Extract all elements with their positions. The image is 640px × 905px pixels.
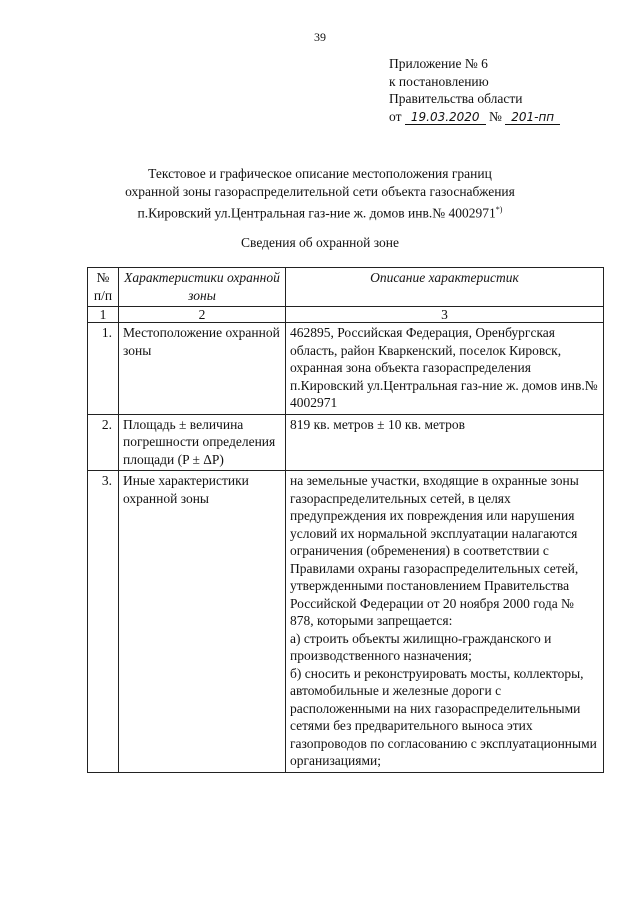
restriction-intro: на земельные участки, входящие в охранные зоны газораспределительных сетей, в целях предупреждения их повреждения или нарушения условий их нормальной эксплуатации налагаются ограничения (обременения) в соответствии с Правилами охраны газораспределительных сетей, утвержденными постановлением Правительства Российской Федерации от 20 ноября 2000 года № 878, которыми запрещается:: [290, 473, 579, 628]
appendix-date-line: [389, 108, 560, 127]
row-number: 3.: [88, 471, 119, 773]
row-number: 2.: [88, 414, 119, 471]
handwritten-number: 201-пп: [505, 110, 560, 125]
header-characteristics: Характеристики охранной зоны: [119, 268, 286, 307]
col-number-1: 1: [88, 307, 119, 323]
table-row: [88, 323, 604, 415]
row-characteristic: Местоположение охранной зоны: [119, 323, 286, 415]
col-number-2: 2: [119, 307, 286, 323]
table-header-row: [88, 268, 604, 307]
table-row: [88, 471, 604, 773]
title-line-1: Текстовое и графическое описание местоположения границ: [148, 166, 492, 181]
appendix-line-1: Приложение № 6: [389, 56, 488, 71]
row-description: 819 кв. метров ± 10 кв. метров: [286, 414, 604, 471]
handwritten-date: 19.03.2020: [405, 110, 486, 125]
appendix-line-3: Правительства области: [389, 91, 523, 106]
restriction-item-b: б) сносить и реконструировать мосты, коллекторы, автомобильные и железные дороги с расположенными на них газораспределительными сетями без предварительного выноса этих газопроводов по согласованию с эксплуатационными организациями;: [290, 665, 597, 768]
section-subtitle: Сведения об охранной зоне: [241, 235, 399, 250]
document-title: [0, 165, 640, 223]
title-line-3: [0, 201, 640, 223]
protection-zone-table: [87, 267, 604, 773]
row-description: 462895, Российская Федерация, Оренбургская область, район Кваркенский, поселок Кировск, охранная зона объекта газораспределения п.Кировский ул.Центральная газ-ние ж. домов инв.№ 4002971: [286, 323, 604, 415]
footnote-mark: *): [495, 205, 503, 214]
table-row: [88, 414, 604, 471]
page-number: 39: [314, 30, 326, 44]
appendix-block: [389, 55, 560, 126]
col-number-3: 3: [286, 307, 604, 323]
row-characteristic: Площадь ± величина погрешности определения площади (P ± ΔP): [119, 414, 286, 471]
number-prefix: №: [488, 108, 502, 124]
appendix-line-2: к постановлению: [389, 73, 489, 89]
title-line-2: охранной зоны газораспределительной сети объекта газоснабжения: [125, 184, 515, 199]
header-number: № п/п: [88, 268, 119, 307]
row-description: [286, 471, 604, 773]
row-characteristic: Иные характеристики охранной зоны: [119, 471, 286, 773]
restriction-item-a: а) строить объекты жилищно-гражданского и производственного назначения;: [290, 630, 552, 663]
table-column-numbers-row: [88, 307, 604, 323]
header-description: Описание характеристик: [286, 268, 604, 307]
date-prefix: от: [389, 108, 402, 124]
title-line-3-text: п.Кировский ул.Центральная газ-ние ж. домов инв.№ 4002971: [137, 205, 496, 221]
row-number: 1.: [88, 323, 119, 415]
